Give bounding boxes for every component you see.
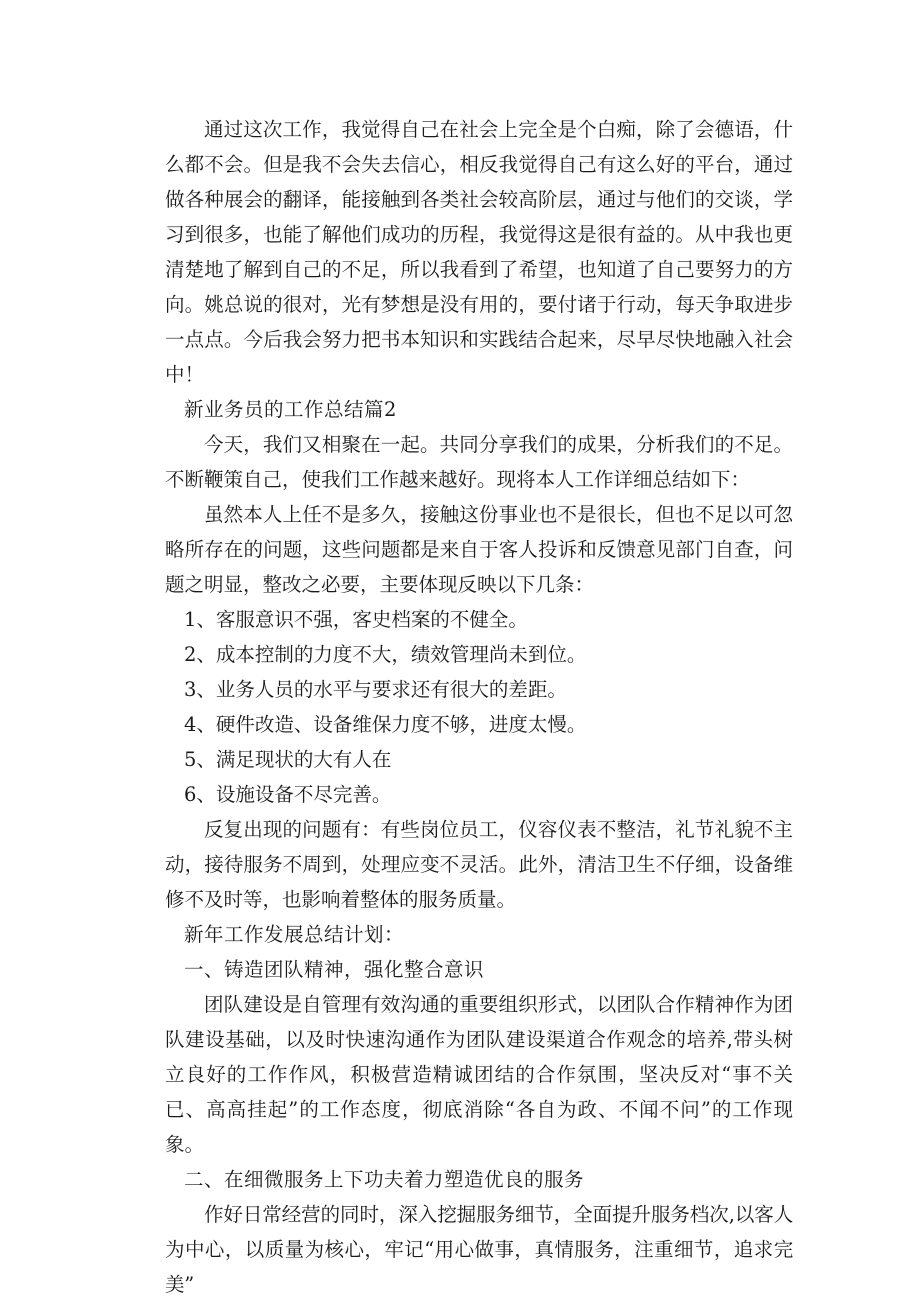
subheading-team-spirit: 一、铸造团队精神，强化整合意识 bbox=[184, 958, 485, 981]
paragraph-opening: 今天，我们又相聚在一起。共同分享我们的成果，分析我们的不足。不断鞭策自己，使我们工作越来越好。现将本人工作详细总结如下： bbox=[165, 433, 793, 491]
list-item: 2、成本控制的力度不大，绩效管理尚未到位。 bbox=[184, 643, 587, 666]
paragraph-team-building: 团队建设是自管理有效沟通的重要组织形式，以团队合作精神作为团队建设基础，以及时快速沟通作为团队建设渠道合作观念的培养,带头树立良好的工作作风，积极营造精诚团结的合作氛围，坚决反对“事不关已、高高挂起”的工作态度，彻底消除“各自为政、不闻不问”的工作现象。 bbox=[165, 993, 793, 1156]
paragraph-problems-intro: 虽然本人上任不是多久，接触这份事业也不是很长，但也不足以可忽略所存在的问题，这些问题都是来自于客人投诉和反馈意见部门自查，问题之明显，整改之必要，主要体现反映以下几条： bbox=[165, 503, 793, 596]
subheading-plan: 新年工作发展总结计划： bbox=[184, 923, 405, 946]
list-item: 4、硬件改造、设备维保力度不够，进度太慢。 bbox=[184, 713, 587, 736]
paragraph-service-details: 作好日常经营的同时，深入挖掘服务细节，全面提升服务档次,以客人为中心，以质量为核心，牢记“用心做事，真情服务，注重细节，追求完美” bbox=[165, 1203, 793, 1296]
paragraph-recurring-issues: 反复出现的问题有：有些岗位员工，仪容仪表不整洁，礼节礼貌不主动，接待服务不周到，处理应变不灵活。此外，清洁卫生不仔细，设备维修不及时等，也影响着整体的服务质量。 bbox=[165, 818, 793, 911]
document-body bbox=[165, 112, 793, 1302]
list-item: 5、满足现状的大有人在 bbox=[184, 748, 392, 771]
paragraph-intro-reflection: 通过这次工作，我觉得自己在社会上完全是个白痴，除了会德语，什么都不会。但是我不会失去信心，相反我觉得自己有这么好的平台，通过做各种展会的翻译，能接触到各类社会较高阶层，通过与他们的交谈，学习到很多，也能了解他们成功的历程，我觉得这是很有益的。从中我也更清楚地了解到自己的不足，所以我看到了希望，也知道了自己要努力的方向。姚总说的很对，光有梦想是没有用的，要付诸于行动，每天争取进步一点点。今后我会努力把书本知识和实践结合起来，尽早尽快地融入社会中！ bbox=[165, 118, 793, 386]
section-title: 新业务员的工作总结篇2 bbox=[184, 398, 397, 421]
subheading-service: 二、在细微服务上下功夫着力塑造优良的服务 bbox=[184, 1168, 585, 1191]
list-item: 3、业务人员的水平与要求还有很大的差距。 bbox=[184, 678, 567, 701]
list-item: 1、客服意识不强，客史档案的不健全。 bbox=[184, 608, 528, 631]
list-item: 6、设施设备不尽完善。 bbox=[184, 783, 392, 806]
